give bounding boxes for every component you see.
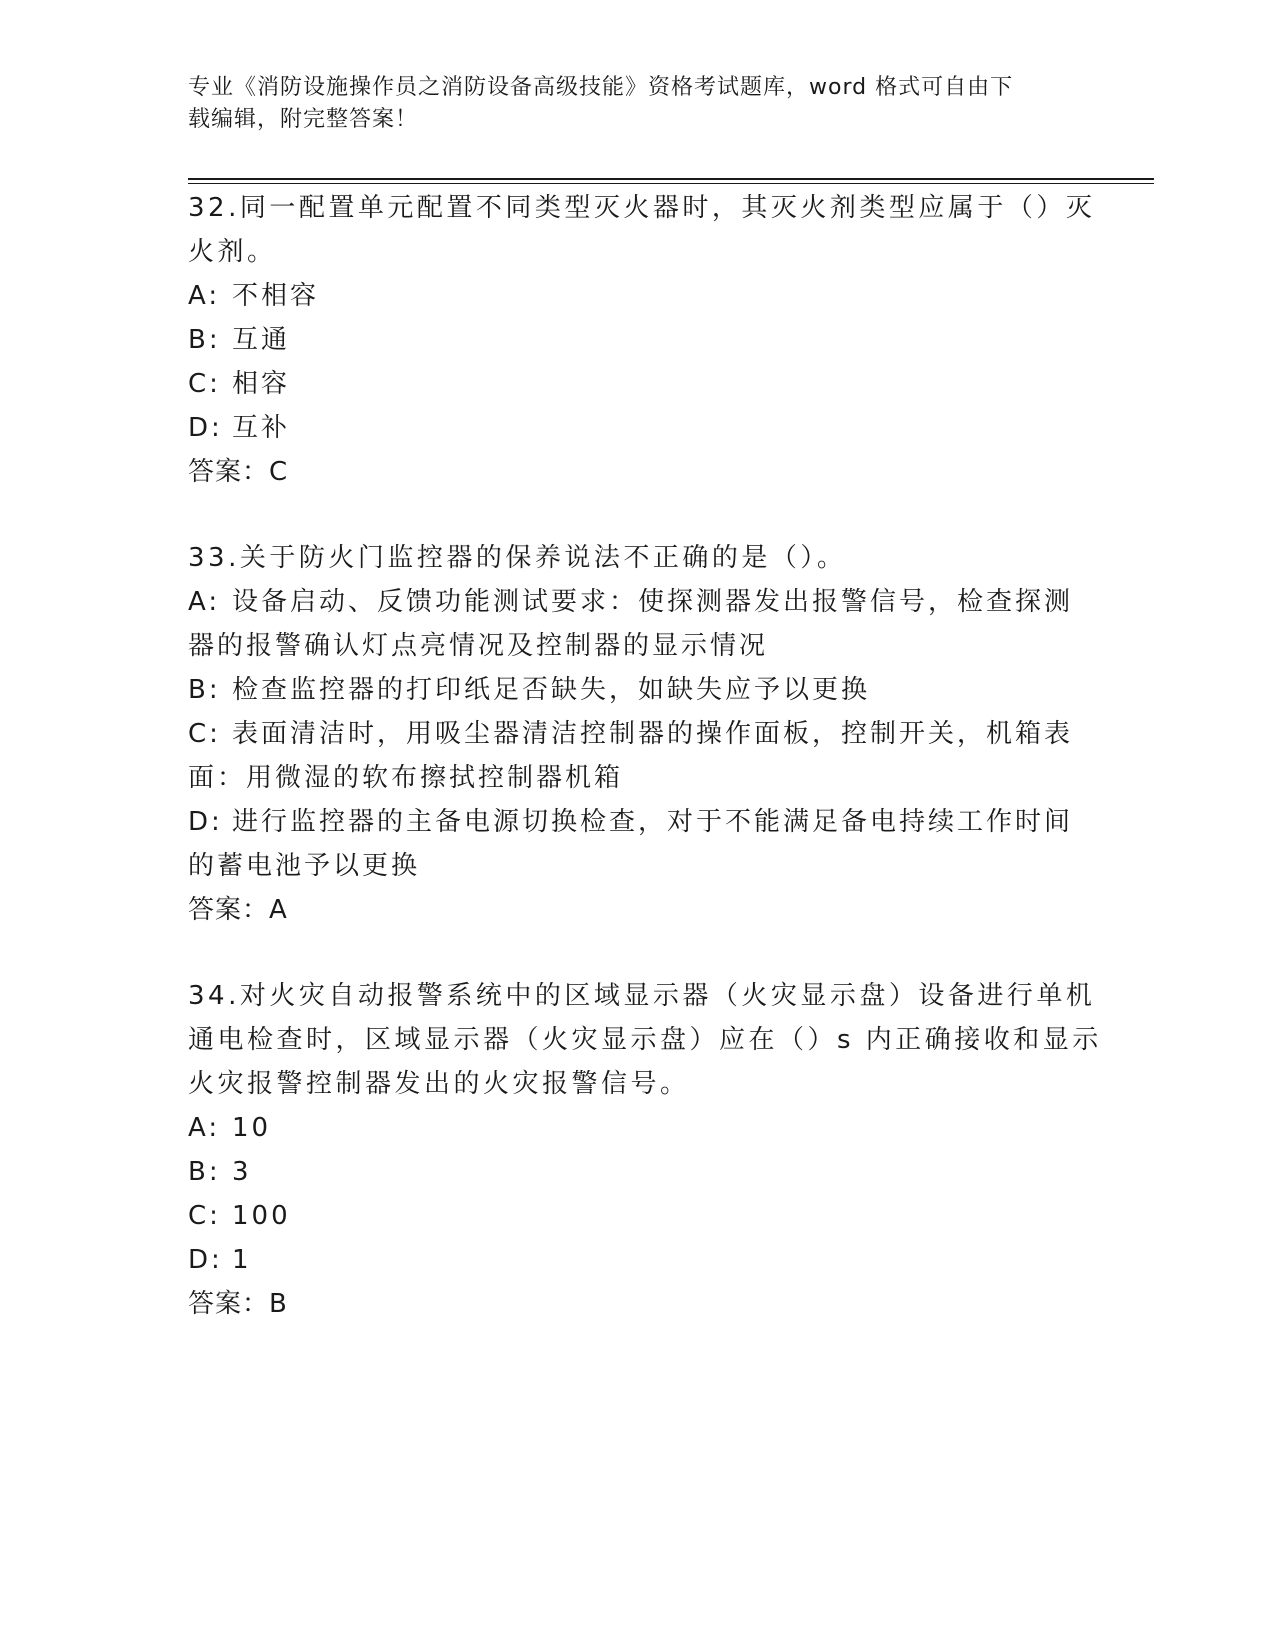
- option-c: [188, 362, 1088, 406]
- option-text: 100: [232, 1201, 291, 1231]
- option-text: 表面清洁时，用吸尘器清洁控制器的操作面板，控制开关，机箱表: [232, 719, 1074, 749]
- option-text: 相容: [232, 369, 291, 399]
- option-label: A:: [188, 587, 221, 617]
- option-text: 互通: [232, 325, 291, 355]
- question-34: [188, 974, 1102, 1326]
- option-text: 不相容: [232, 281, 320, 311]
- document-header: [188, 72, 1088, 136]
- option-text: 1: [232, 1245, 252, 1275]
- option-text: 10: [232, 1113, 272, 1143]
- answer-line: 答案：A: [188, 895, 288, 925]
- option-text: 进行监控器的主备电源切换检查，对于不能满足备电持续工作时间: [232, 807, 1074, 837]
- header-divider-thin: [188, 183, 1154, 184]
- option-text: 3: [232, 1157, 252, 1187]
- stem-line: 34.对火灾自动报警系统中的区域显示器（火灾显示盘）设备进行单机: [188, 981, 1096, 1011]
- option-a: [188, 1106, 1088, 1150]
- option-d: [188, 800, 1088, 888]
- option-a: [188, 274, 1088, 318]
- option-text: 互补: [232, 413, 291, 443]
- option-b: [188, 318, 1088, 362]
- option-d: [188, 1238, 1088, 1282]
- option-label: B:: [188, 675, 221, 705]
- answer-line: 答案：B: [188, 1289, 288, 1319]
- option-text: 设备启动、反馈功能测试要求：使探测器发出报警信号，检查探测: [232, 587, 1074, 617]
- option-label: B:: [188, 325, 221, 355]
- option-text-continued: 的蓄电池予以更换: [188, 851, 421, 881]
- option-label: A:: [188, 281, 221, 311]
- stem-line: 火灾报警控制器发出的火灾报警信号。: [188, 1069, 690, 1099]
- option-b: [188, 668, 1088, 712]
- option-label: C:: [188, 369, 221, 399]
- option-label: B:: [188, 1157, 221, 1187]
- option-a: [188, 580, 1088, 668]
- stem-line: 33.关于防火门监控器的保养说法不正确的是（）。: [188, 543, 847, 573]
- stem-line: 32.同一配置单元配置不同类型灭火器时，其灭火剂类型应属于（）灭: [188, 193, 1096, 223]
- question-33: [188, 536, 1088, 932]
- stem-line: 通电检查时，区域显示器（火灾显示盘）应在（）s 内正确接收和显示: [188, 1025, 1102, 1055]
- option-label: A:: [188, 1113, 221, 1143]
- option-c: [188, 1194, 1088, 1238]
- header-line-1: 专业《消防设施操作员之消防设备高级技能》资格考试题库，word 格式可自由下: [188, 75, 1014, 100]
- option-text-continued: 器的报警确认灯点亮情况及控制器的显示情况: [188, 631, 769, 661]
- question-32: [188, 186, 1096, 494]
- option-label: D:: [188, 1245, 223, 1275]
- answer-line: 答案：C: [188, 457, 289, 487]
- option-label: D:: [188, 807, 223, 837]
- option-label: D:: [188, 413, 223, 443]
- stem-line: 火剂。: [188, 237, 277, 267]
- option-b: [188, 1150, 1088, 1194]
- option-label: C:: [188, 1201, 221, 1231]
- question-stem: [188, 974, 1102, 1106]
- option-text-continued: 面：用微湿的软布擦拭控制器机箱: [188, 763, 624, 793]
- question-stem: [188, 186, 1096, 274]
- option-label: C:: [188, 719, 221, 749]
- option-text: 检查监控器的打印纸足否缺失，如缺失应予以更换: [232, 675, 871, 705]
- option-d: [188, 406, 1088, 450]
- option-c: [188, 712, 1088, 800]
- header-line-2: 载编辑，附完整答案！: [188, 107, 419, 132]
- header-divider-thick: [188, 178, 1154, 180]
- question-stem: [188, 536, 1088, 580]
